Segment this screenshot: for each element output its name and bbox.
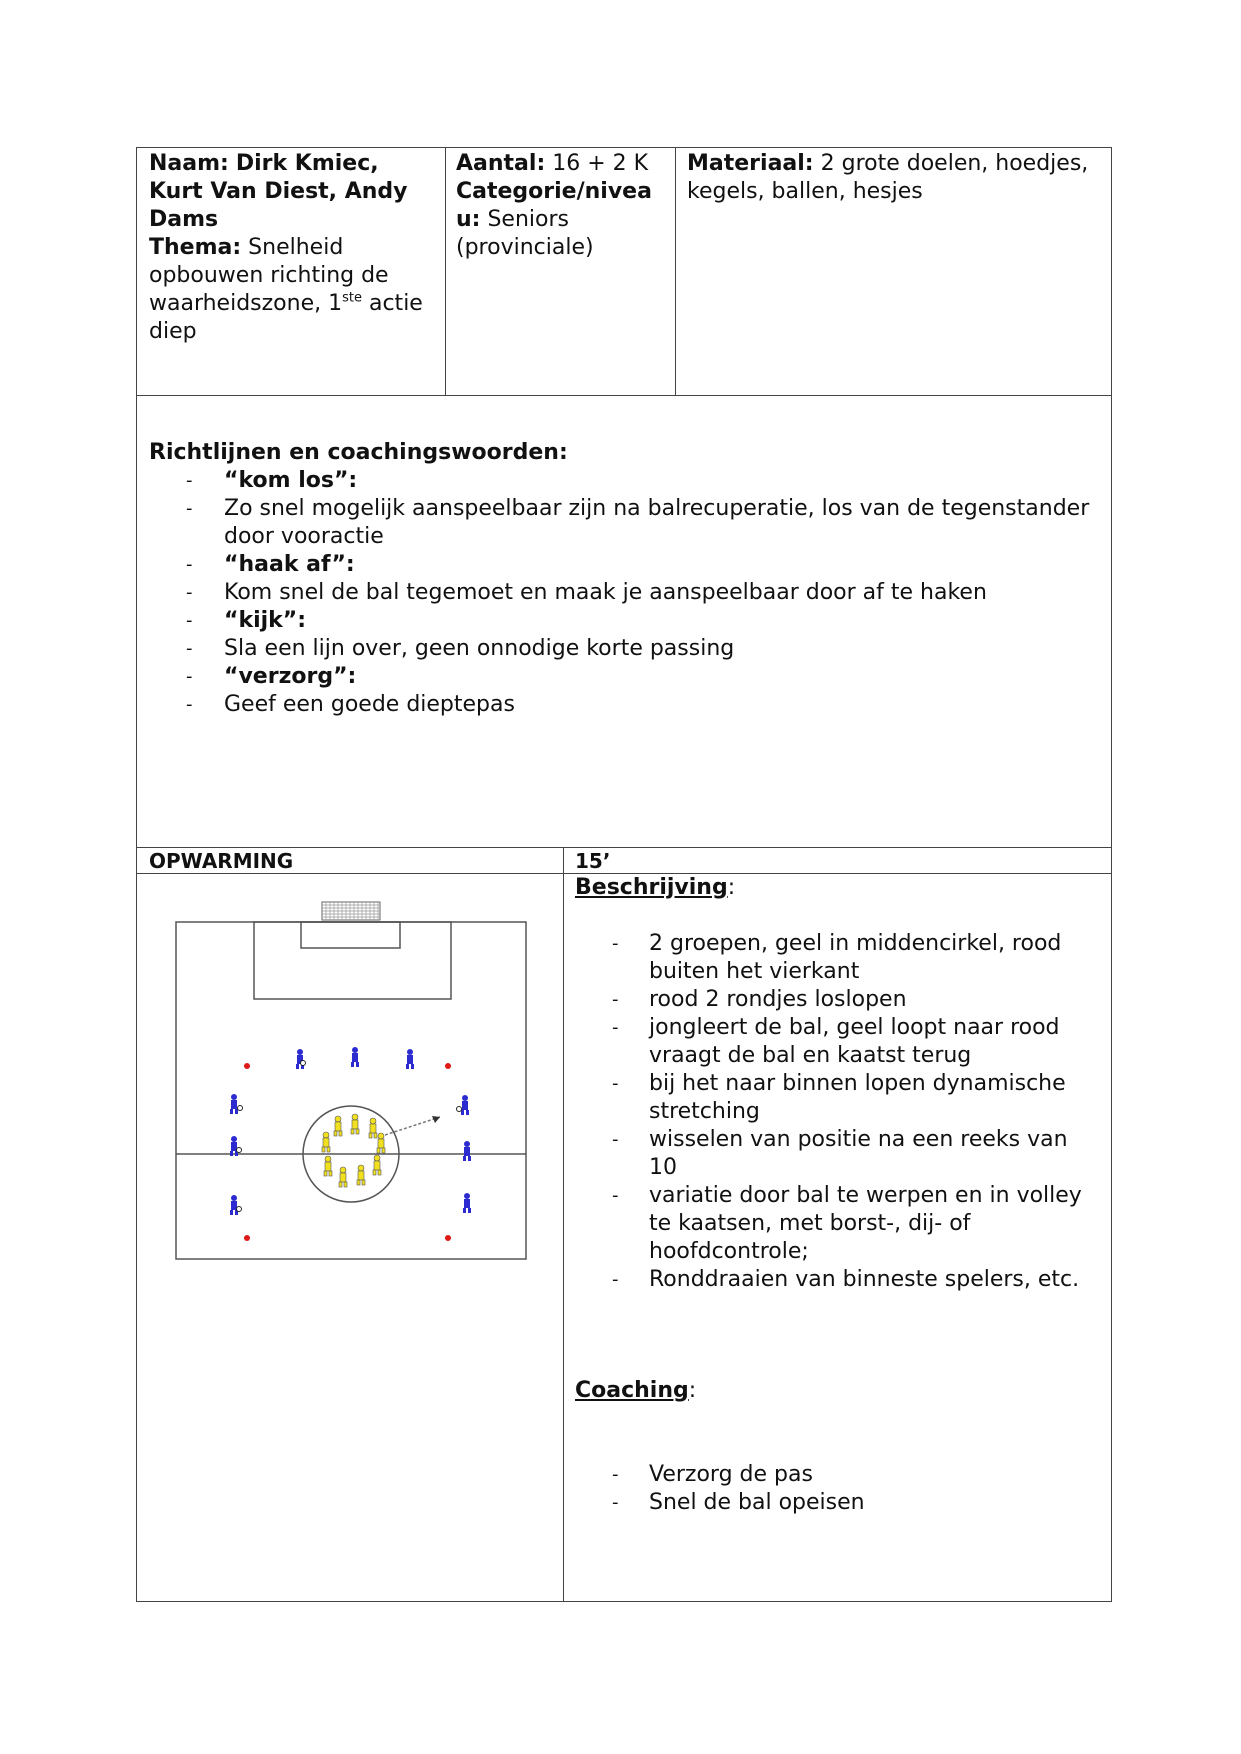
- richtlijnen-list: [149, 467, 1099, 719]
- coaching-word: “verzorg”:: [224, 664, 357, 689]
- coaching-word: “kom los”:: [224, 468, 358, 493]
- thema-label: Thema:: [149, 235, 242, 260]
- list-item: [149, 691, 1099, 719]
- naam-label: Naam:: [149, 151, 229, 176]
- list-item: [149, 495, 1099, 551]
- list-item: - bij het naar binnen lopen dynamische stretching: [575, 1070, 1100, 1126]
- divider: [136, 847, 1112, 848]
- coaching-explanation: Kom snel de bal tegemoet en maak je aanspeelbaar door af te haken: [224, 580, 987, 605]
- list-item: [149, 579, 1099, 607]
- beschrijving-cell: Beschrijving: - 2 groepen, geel in middencirkel, rood buiten het vierkant - rood 2 rondjes loslopen - jongleert de bal, geel loopt naar rood vraagt de bal en kaatst terug - bij het naar binnen lopen dynamische stretching - wisselen van positie na een reeks van 10 - variatie door bal te werpen en in volley te kaatsen, met borst-, dij- of hoofdcontrole; - Ronddraaien van binneste spelers, etc.: [575, 874, 1100, 1294]
- beschrijving-list: [575, 930, 1100, 1294]
- coaching-word: “kijk”:: [224, 608, 307, 633]
- field-outline: [176, 922, 526, 1259]
- coaching-label: Coaching: [575, 1378, 689, 1403]
- warmup-field-diagram: [170, 895, 540, 1270]
- materiaal-label: Materiaal:: [687, 151, 814, 176]
- list-item: - variatie door bal te werpen en in volley te kaatsen, met borst-, dij- of hoofdcontrole;: [575, 1182, 1100, 1266]
- naam-thema-cell: [149, 150, 439, 346]
- coaching-explanation: Zo snel mogelijk aanspeelbaar zijn na balrecuperatie, los van de tegenstander door vooractie: [224, 496, 1090, 549]
- list-item: [149, 551, 1099, 579]
- aantal-cell: [456, 150, 671, 262]
- list-item: - Verzorg de pas: [575, 1461, 1100, 1489]
- coaching-word: “haak af”:: [224, 552, 355, 577]
- divider: [445, 147, 446, 396]
- blue-players: [230, 1047, 471, 1215]
- richtlijnen-cell: [149, 439, 1099, 719]
- list-item: [149, 635, 1099, 663]
- divider: [675, 147, 676, 396]
- opwarming-title: OPWARMING: [149, 849, 294, 873]
- list-item: - jongleert de bal, geel loopt naar rood vraagt de bal en kaatst terug: [575, 1014, 1100, 1070]
- materiaal-cell: [687, 150, 1097, 206]
- aantal-value: 16 + 2 K: [552, 151, 649, 176]
- naam-value: Dirk Kmiec, Kurt Van Diest, Andy Dams: [149, 151, 408, 232]
- coaching-cell: Coaching: - Verzorg de pas - Snel de bal opeisen: [575, 1377, 1100, 1517]
- list-item: - Ronddraaien van binneste spelers, etc.: [575, 1266, 1100, 1294]
- opwarming-duration: 15’: [575, 849, 611, 873]
- list-item: - 2 groepen, geel in middencirkel, rood buiten het vierkant: [575, 930, 1100, 986]
- penalty-area: [254, 922, 451, 999]
- thema-value: Snelheid opbouwen richting de waarheidszone, 1: [149, 235, 389, 316]
- list-item: [149, 607, 1099, 635]
- categorie-label: Categorie/niveau:: [456, 179, 652, 232]
- coaching-explanation: Sla een lijn over, geen onnodige korte passing: [224, 636, 735, 661]
- coaching-explanation: Geef een goede dieptepas: [224, 692, 515, 717]
- thema-superscript: ste: [342, 290, 362, 306]
- goal-area: [301, 922, 400, 948]
- categorie-value: Seniors (provinciale): [456, 207, 594, 260]
- goal-net: [322, 902, 380, 920]
- list-item: - wisselen van positie na een reeks van 10: [575, 1126, 1100, 1182]
- balls: [237, 1061, 462, 1212]
- divider: [136, 395, 1112, 396]
- materiaal-value: 2 grote doelen, hoedjes, kegels, ballen, hesjes: [687, 151, 1089, 204]
- list-item: [149, 663, 1099, 691]
- divider: [563, 847, 564, 1602]
- cones: [244, 1063, 451, 1241]
- beschrijving-label: Beschrijving: [575, 875, 728, 900]
- yellow-players: [322, 1114, 385, 1187]
- aantal-label: Aantal:: [456, 151, 546, 176]
- list-item: [149, 467, 1099, 495]
- coaching-list: [575, 1461, 1100, 1517]
- richtlijnen-title: Richtlijnen en coachingswoorden:: [149, 440, 568, 465]
- list-item: - Snel de bal opeisen: [575, 1489, 1100, 1517]
- thema-tail: actie diep: [149, 291, 423, 344]
- list-item: - rood 2 rondjes loslopen: [575, 986, 1100, 1014]
